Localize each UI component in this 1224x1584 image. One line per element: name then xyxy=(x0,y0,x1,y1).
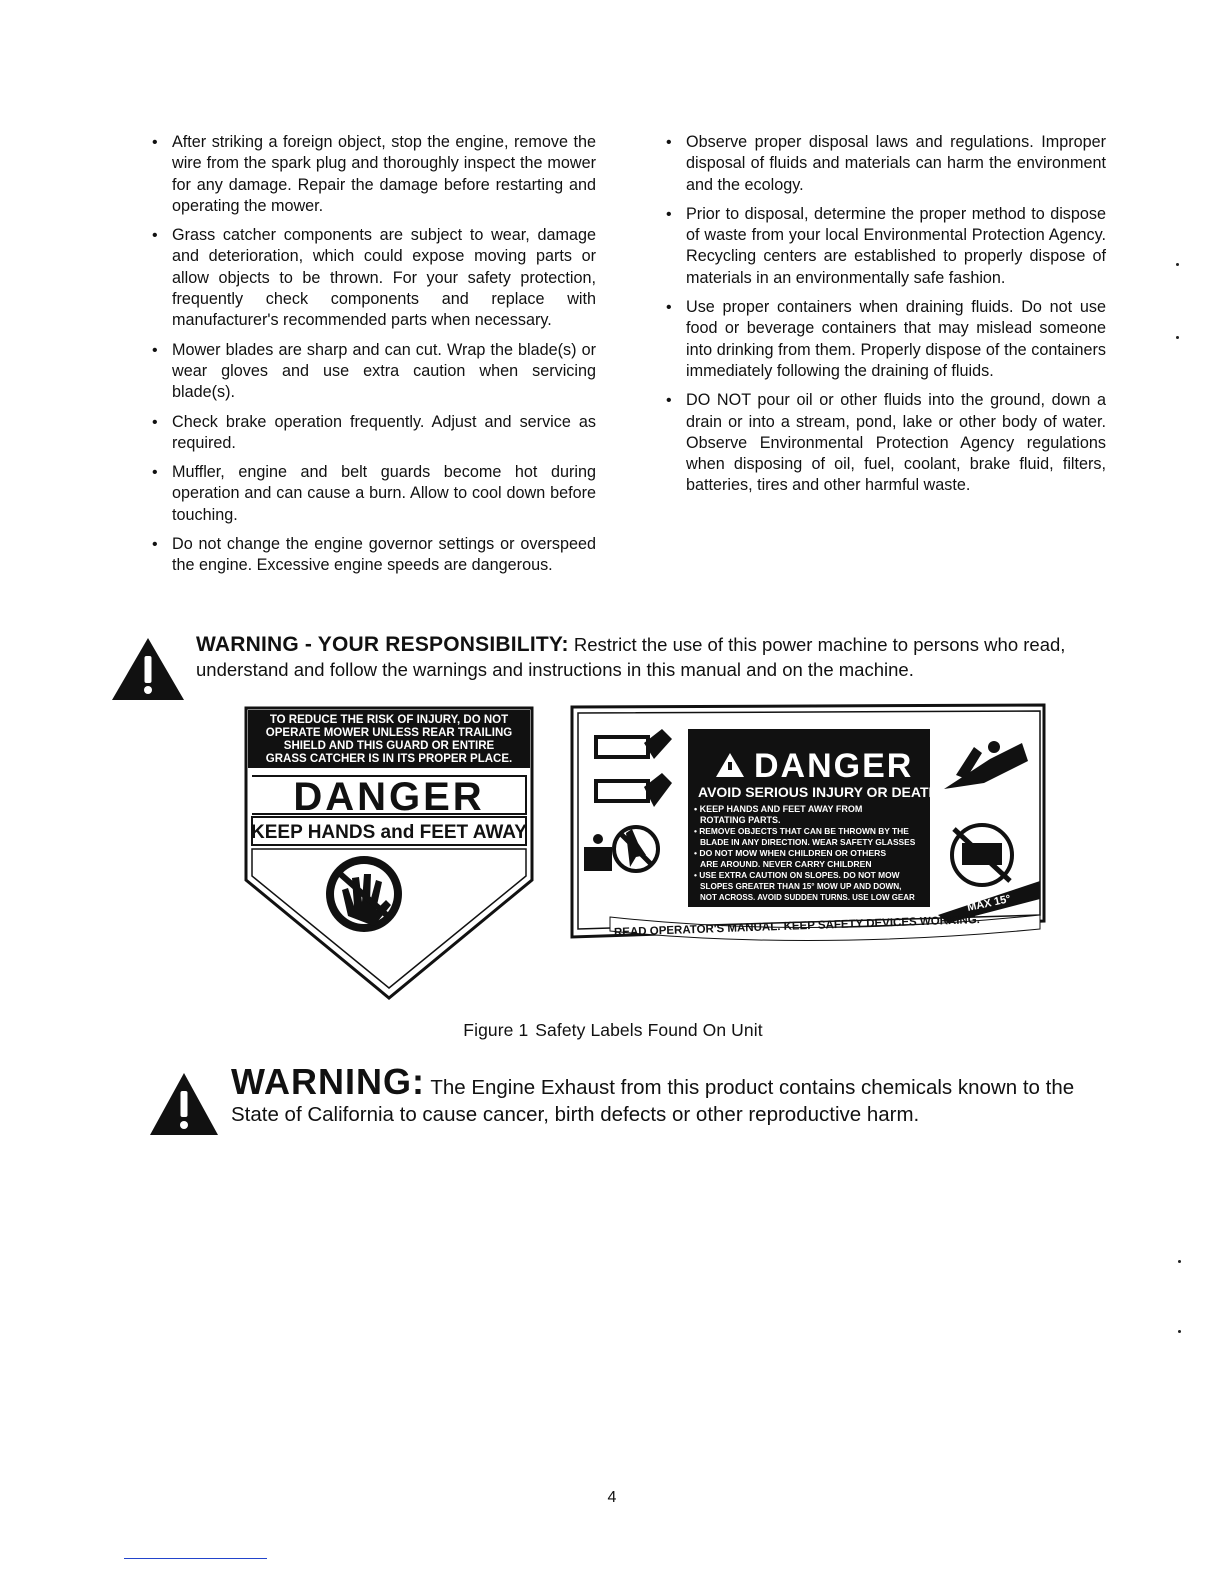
right-column xyxy=(664,132,1106,505)
warning-triangle-icon xyxy=(110,636,186,702)
label-left-title: DANGER xyxy=(293,775,485,819)
label-left-subtitle: KEEP HANDS and FEET AWAY xyxy=(251,822,527,843)
list-item: • Use proper containers when draining fluids. Do not use food or beverage containers that may mislead someone into drinking from them. Properly dispose of the containers immediately following the draining of fluids. xyxy=(664,297,1106,382)
label-right-line: SLOPES GREATER THAN 15° MOW UP AND DOWN, xyxy=(700,882,902,891)
left-bullet-list xyxy=(150,132,596,577)
list-item: • DO NOT pour oil or other fluids into the ground, down a drain or into a stream, pond, lake or other body of water. Observe Environmental Protection Agency regulations when disposing of oil, fuel, coolant, brake fluid, filters, batteries, tires and other harmful waste. xyxy=(664,390,1106,496)
list-item: • Muffler, engine and belt guards become hot during operation and can cause a burn. Allow to cool down before touching. xyxy=(150,462,596,526)
list-item: • Do not change the engine governor settings or overspeed the engine. Excessive engine speeds are dangerous. xyxy=(150,534,596,577)
label-right-footer: READ OPERATOR'S MANUAL. KEEP SAFETY DEVICES WORKING. xyxy=(613,914,981,939)
warning-text: The Engine Exhaust from this product contains chemicals known to the State of California to cause cancer, birth defects or other reproductive harm. xyxy=(231,1076,1075,1126)
scan-speck xyxy=(1176,336,1179,339)
label-left-top-line: SHIELD AND THIS GUARD OR ENTIRE xyxy=(283,740,495,752)
label-right-line: • DO NOT MOW WHEN CHILDREN OR OTHERS xyxy=(694,848,887,858)
label-right-line: • KEEP HANDS AND FEET AWAY FROM xyxy=(694,804,863,814)
page-number: 4 xyxy=(607,1489,617,1506)
safety-label-grass-catcher xyxy=(238,704,540,1000)
list-item: • Observe proper disposal laws and regulations. Improper disposal of fluids and materials can harm the environment and the ecology. xyxy=(664,132,1106,196)
warning-text: Restrict the use of this power machine to persons who read, understand and follow the warnings and instructions in this manual and on the machine. xyxy=(196,634,1066,680)
max-slope-label: MAX 15° xyxy=(966,893,1012,914)
label-right-title: DANGER xyxy=(754,747,914,785)
warning-heading: WARNING: xyxy=(231,1061,425,1102)
list-item: • Mower blades are sharp and can cut. Wrap the blade(s) or wear gloves and use extra caution when servicing blade(s). xyxy=(150,340,596,404)
warning-heading: WARNING - YOUR RESPONSIBILITY: xyxy=(196,633,569,656)
left-column xyxy=(150,132,596,585)
list-item: • After striking a foreign object, stop the engine, remove the wire from the spark plug and thoroughly inspect the mower for any damage. Repair the damage before restarting and operating the mower. xyxy=(150,132,596,217)
tractor-slope-icon xyxy=(952,825,1012,885)
hand-caution-icon xyxy=(326,856,402,932)
label-right-subtitle: AVOID SERIOUS INJURY OR DEATH xyxy=(698,784,939,800)
footer-rule xyxy=(124,1558,267,1559)
label-left-top-line: GRASS CATCHER IS IN ITS PROPER PLACE. xyxy=(265,753,513,765)
scan-speck xyxy=(1176,263,1179,266)
scan-speck xyxy=(1178,1330,1181,1333)
warning-triangle-icon xyxy=(148,1071,220,1137)
scan-speck xyxy=(1178,1260,1181,1263)
label-right-line: NOT ACROSS. AVOID SUDDEN TURNS. USE LOW GEAR xyxy=(700,893,915,902)
right-bullet-list xyxy=(664,132,1106,497)
figure-caption xyxy=(0,1020,1224,1041)
label-right-line: ROTATING PARTS. xyxy=(700,815,781,825)
safety-label-danger xyxy=(570,703,1046,943)
figure-number: Figure 1 xyxy=(463,1020,529,1040)
label-right-line: BLADE IN ANY DIRECTION. WEAR SAFETY GLASSES xyxy=(700,837,916,847)
label-right-line: • USE EXTRA CAUTION ON SLOPES. DO NOT MOW xyxy=(694,870,900,880)
label-left-top-line: OPERATE MOWER UNLESS REAR TRAILING xyxy=(265,727,513,739)
label-right-line: ARE AROUND. NEVER CARRY CHILDREN xyxy=(700,859,872,869)
figure-caption-text: Safety Labels Found On Unit xyxy=(535,1020,763,1040)
list-item: • Check brake operation frequently. Adjust and service as required. xyxy=(150,412,596,455)
list-item: • Grass catcher components are subject to wear, damage and deterioration, which could expose moving parts or allow objects to be thrown. For your safety protection, frequently check components and replace with manufacturer's recommended parts when necessary. xyxy=(150,225,596,331)
list-item: • Prior to disposal, determine the proper method to dispose of waste from your local Environmental Protection Agency. Recycling centers are established to properly dispose of materials in an environmentally safe fashion. xyxy=(664,204,1106,289)
label-left-top-line: TO REDUCE THE RISK OF INJURY, DO NOT xyxy=(269,714,509,726)
label-right-line: • REMOVE OBJECTS THAT CAN BE THROWN BY THE xyxy=(694,826,909,836)
